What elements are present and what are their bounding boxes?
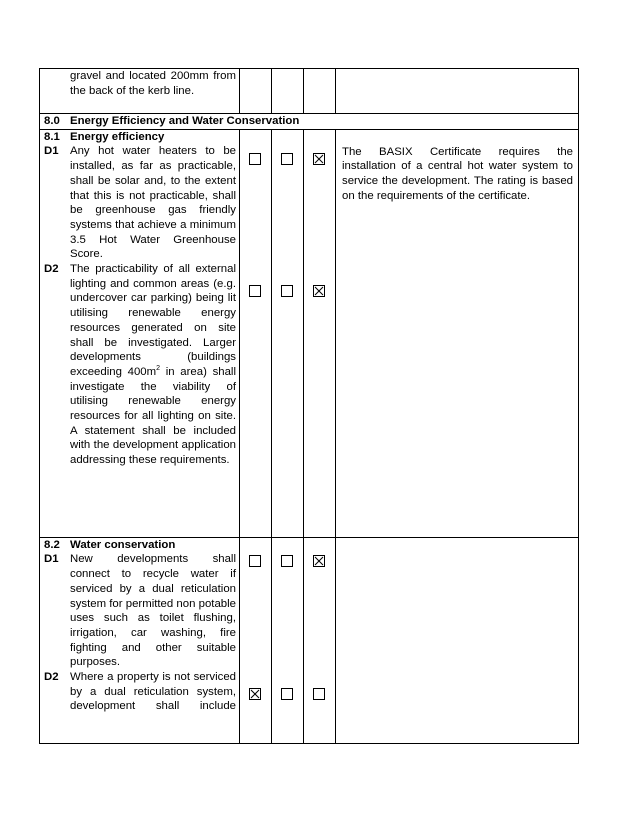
item-code: D2 [44, 671, 59, 684]
table-row [40, 129, 579, 537]
subsection-number: 8.1 [44, 130, 60, 143]
checkbox[interactable] [281, 688, 293, 700]
check-column-2 [272, 537, 304, 743]
list-item [40, 262, 239, 468]
item-text: The practicability of all external lighting and common areas (e.g. undercover car parking) being lit utilising renewable energy resources generated on site shall be investigated. Larger developments (buildings exceeding $400m^2$ in area) shall investigate the viability of utilising renewable energy resources for all lighting on site. A statement shall be included with the development application addressing these requirements. [70, 263, 236, 467]
item-text: New developments shall connect to recycle water if serviced by a dual reticulation system for permitted non potable uses such as toilet flushing, irrigation, car washing, fire fighting and other suitable purposes. [70, 553, 236, 669]
list-item [40, 144, 239, 262]
checkbox[interactable] [313, 688, 325, 700]
check-column-1 [240, 537, 272, 743]
checkbox[interactable] [281, 285, 293, 297]
check-column-2 [272, 129, 304, 537]
item-code: D1 [44, 553, 59, 566]
comment-text: The BASIX Certificate requires the installation of a central hot water system to service the development. The rating is based on the requirements of the certificate. [342, 145, 573, 202]
check-column-1 [240, 129, 272, 537]
section-number: 8.0 [44, 115, 60, 127]
subsection-title: Energy efficiency [70, 130, 165, 143]
compliance-table [39, 68, 579, 744]
table-row [40, 537, 579, 743]
item-text: Where a property is not serviced by a dual reticulation system, development shall include [70, 671, 236, 713]
checkbox[interactable] [313, 153, 325, 165]
checkbox[interactable] [281, 555, 293, 567]
section-title: Energy Efficiency and Water Conservation [70, 115, 300, 127]
checkbox[interactable] [313, 555, 325, 567]
checkbox[interactable] [249, 555, 261, 567]
check-column-3 [304, 537, 336, 743]
checkbox[interactable] [249, 688, 261, 700]
item-code: D2 [44, 263, 59, 276]
section-header-row [40, 114, 579, 130]
checkbox[interactable] [281, 153, 293, 165]
subsection-title: Water conservation [70, 538, 176, 551]
item-text: Any hot water heaters to be installed, as far as practicable, shall be solar and, to the extent that this is not practicable, shall be greenhouse gas friendly systems that achieve a minimum 3.5 Hot Water Greenhouse Score. [70, 145, 236, 261]
subsection-number: 8.2 [44, 538, 60, 551]
checkbox[interactable] [249, 153, 261, 165]
checkbox[interactable] [313, 285, 325, 297]
list-item [40, 552, 239, 670]
list-item [40, 670, 239, 714]
item-code: D1 [44, 145, 59, 158]
document-page [39, 68, 578, 744]
checkbox[interactable] [249, 285, 261, 297]
table-row [40, 69, 579, 114]
check-column-3 [304, 129, 336, 537]
continuation-text: gravel and located 200mm from the back of the kerb line. [70, 70, 236, 97]
